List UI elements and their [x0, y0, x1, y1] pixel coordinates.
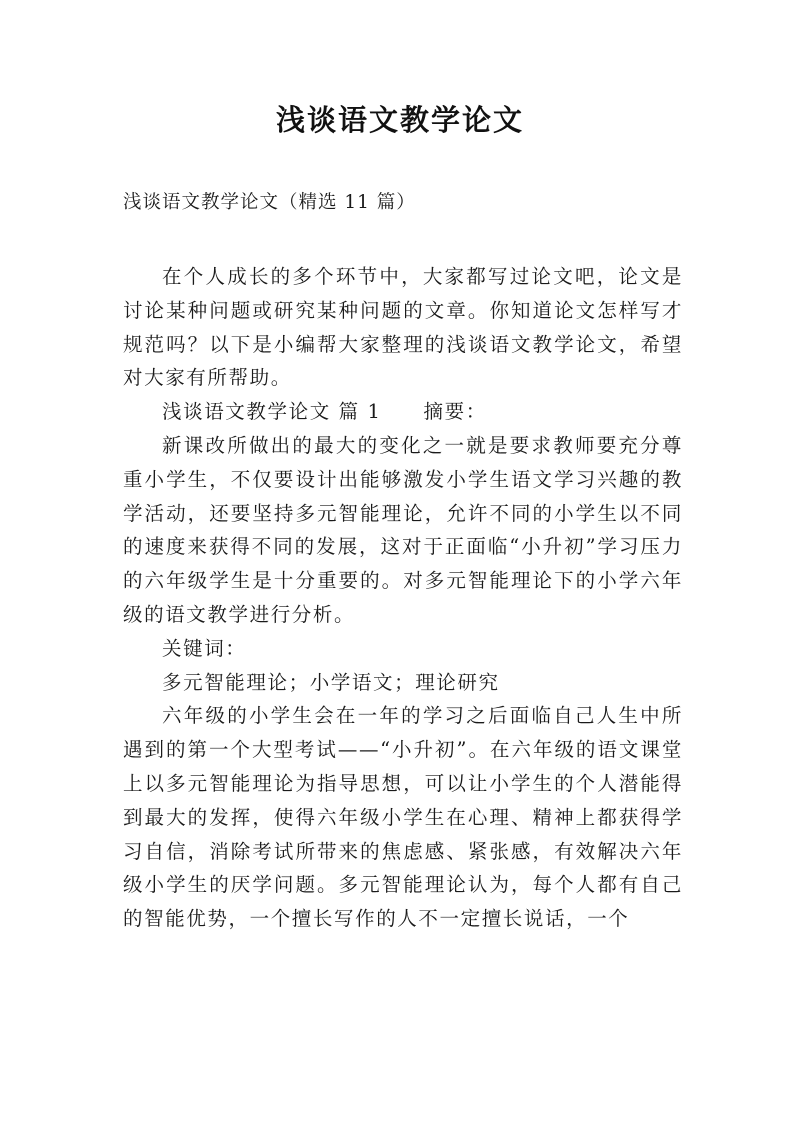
document-body	[123, 260, 683, 936]
document-subtitle: 浅谈语文教学论文（精选 11 篇）	[123, 192, 416, 213]
document-title: 浅谈语文教学论文	[275, 103, 524, 137]
abstract-label: 摘要：	[423, 400, 487, 424]
section-heading-line	[123, 395, 683, 429]
intro-paragraph: 在个人成长的多个环节中，大家都写过论文吧，论文是讨论某种问题或研究某种问题的文章。你知道论文怎样写才规范吗？以下是小编帮大家整理的浅谈语文教学论文，希望对大家有所帮助。	[123, 265, 683, 390]
keywords-label: 关键词：	[162, 636, 247, 660]
abstract-paragraph: 新课改所做出的最大的变化之一就是要求教师要充分尊重小学生，不仅要设计出能够激发小学生语文学习兴趣的教学活动，还要坚持多元智能理论，允许不同的小学生以不同的速度来获得不同的发展，这对于正面临“小升初”学习压力的六年级学生是十分重要的。对多元智能理论下的小学六年级的语文教学进行分析。	[123, 433, 683, 626]
section-heading: 浅谈语文教学论文 篇 1	[162, 400, 382, 424]
keywords-paragraph: 多元智能理论；小学语文；理论研究	[162, 670, 500, 694]
body-paragraph: 六年级的小学生会在一年的学习之后面临自己人生中所遇到的第一个大型考试——“小升初”。在六年级的语文课堂上以多元智能理论为指导思想，可以让小学生的个人潜能得到最大的发挥，使得六年级小学生在心理、精神上都获得学习自信，消除考试所带来的焦虑感、紧张感，有效解决六年级小学生的厌学问题。多元智能理论认为，每个人都有自己的智能优势，一个擅长写作的人不一定擅长说话，一个	[123, 704, 683, 931]
